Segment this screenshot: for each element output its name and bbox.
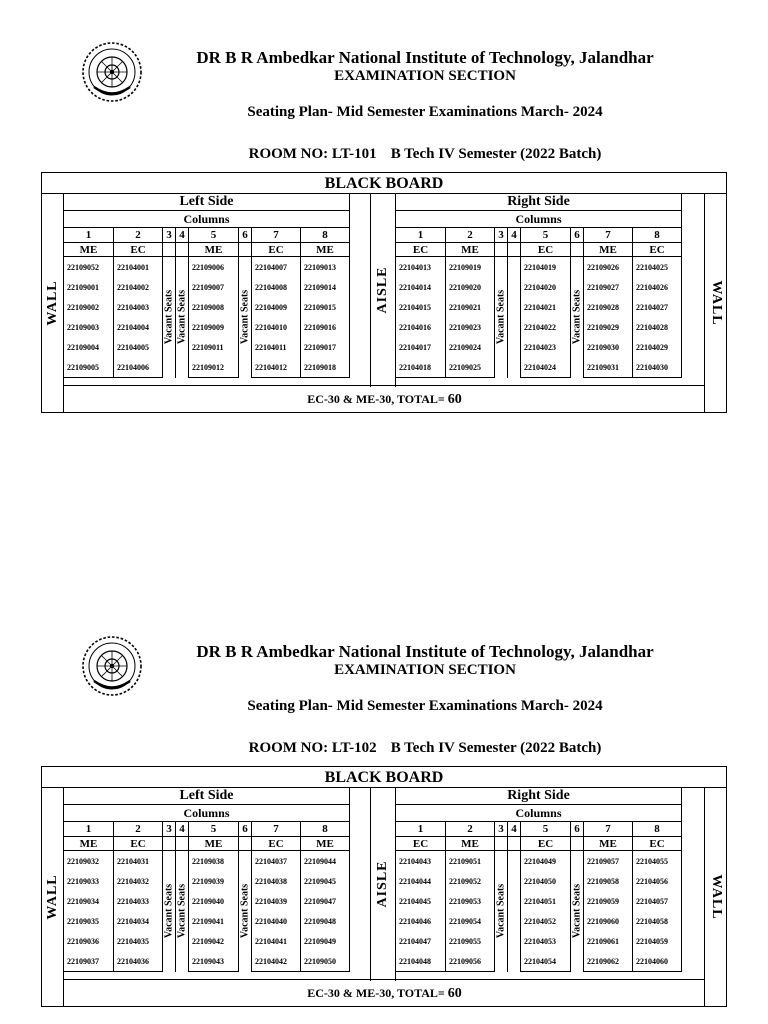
seat-roll-number: 22104045 (396, 891, 446, 911)
seat-row (64, 257, 350, 278)
branch-label: ME (446, 837, 495, 851)
column-number: 8 (633, 822, 682, 837)
seat-roll-number: 22104019 (521, 257, 571, 278)
column-number: 7 (584, 822, 633, 837)
seat-roll-number: 22109009 (189, 317, 239, 337)
branch-label (495, 243, 508, 257)
institute-name: DR B R Ambedkar National Institute of Technology, Jalandhar (196, 48, 654, 67)
seat-roll-number: 22109059 (584, 891, 633, 911)
branch-label: ME (301, 837, 350, 851)
seat-roll-number: 22104052 (521, 911, 571, 931)
branch-label: ME (301, 243, 350, 257)
branch-label: EC (114, 243, 163, 257)
side-header-row (64, 194, 350, 211)
seat-roll-number: 22104017 (396, 337, 446, 357)
seat-roll-number: 22104034 (114, 911, 163, 931)
seat-roll-number: 22104008 (252, 277, 301, 297)
seat-row (396, 911, 682, 931)
column-number: 6 (239, 822, 252, 837)
column-number: 1 (396, 228, 446, 243)
branch-row (64, 837, 350, 851)
branch-label: ME (64, 837, 114, 851)
column-number: 1 (64, 228, 114, 243)
seat-roll-number: 22104006 (114, 357, 163, 378)
column-number-row (396, 228, 682, 243)
seat-roll-number: 22109017 (301, 337, 350, 357)
branch-label (495, 837, 508, 851)
seat-row (396, 871, 682, 891)
seat-row (396, 277, 682, 297)
vacant-seats-label: Vacant Seats (571, 884, 583, 939)
seat-roll-number: 22109016 (301, 317, 350, 337)
seat-row (64, 871, 350, 891)
seat-roll-number: 22109040 (189, 891, 239, 911)
left-side-table (63, 787, 350, 972)
seat-row (64, 317, 350, 337)
seat-row (64, 337, 350, 357)
seat-roll-number: 22109015 (301, 297, 350, 317)
seat-roll-number: 22109029 (584, 317, 633, 337)
seat-row (64, 357, 350, 378)
seat-roll-number: 22109011 (189, 337, 239, 357)
vacant-seats-column (495, 257, 508, 378)
seat-roll-number: 22104028 (633, 317, 682, 337)
seat-roll-number: 22109058 (584, 871, 633, 891)
wall-label: WALL (44, 874, 60, 920)
seat-roll-number: 22104044 (396, 871, 446, 891)
right-side-label: Right Side (396, 194, 682, 211)
wall-label: WALL (708, 874, 724, 920)
seat-roll-number: 22104029 (633, 337, 682, 357)
vacant-seats-column (508, 257, 521, 378)
branch-label: EC (633, 837, 682, 851)
vacant-seats-column (508, 851, 521, 972)
column-number: 7 (252, 228, 301, 243)
seat-roll-number: 22109021 (446, 297, 495, 317)
seat-roll-number: 22109034 (64, 891, 114, 911)
section-title: EXAMINATION SECTION (334, 662, 516, 678)
seat-roll-number: 22104020 (521, 277, 571, 297)
columns-label: Columns (64, 211, 350, 228)
seat-row (64, 297, 350, 317)
seat-roll-number: 22104023 (521, 337, 571, 357)
branch-label: EC (521, 837, 571, 851)
column-number: 3 (163, 822, 176, 837)
seat-roll-number: 22109028 (584, 297, 633, 317)
seat-roll-number: 22109006 (189, 257, 239, 278)
wall-label: WALL (44, 280, 60, 326)
seat-roll-number: 22109038 (189, 851, 239, 872)
branch-label: EC (114, 837, 163, 851)
total-text: EC-30 & ME-30, TOTAL= (307, 392, 445, 406)
seat-roll-number: 22104018 (396, 357, 446, 378)
seat-roll-number: 22109056 (446, 951, 495, 972)
seat-roll-number: 22109060 (584, 911, 633, 931)
seat-roll-number: 22109033 (64, 871, 114, 891)
branch-label: EC (396, 243, 446, 257)
vacant-seats-column (176, 851, 189, 972)
seat-roll-number: 22104053 (521, 931, 571, 951)
column-number-row (396, 822, 682, 837)
branch-label: EC (396, 837, 446, 851)
seat-roll-number: 22104001 (114, 257, 163, 278)
seat-roll-number: 22104056 (633, 871, 682, 891)
seat-row (396, 357, 682, 378)
seat-row (396, 931, 682, 951)
seat-roll-number: 22109003 (64, 317, 114, 337)
seat-roll-number: 22104007 (252, 257, 301, 278)
seat-roll-number: 22109041 (189, 911, 239, 931)
vacant-seats-column (176, 257, 189, 378)
seat-roll-number: 22109027 (584, 277, 633, 297)
seat-roll-number: 22104035 (114, 931, 163, 951)
exam-title: Seating Plan- Mid Semester Examinations March- 2024 (247, 698, 603, 714)
seat-row (64, 931, 350, 951)
total-text: EC-30 & ME-30, TOTAL= (307, 986, 445, 1000)
columns-header-row (64, 211, 350, 228)
seat-roll-number: 22104037 (252, 851, 301, 872)
vacant-seats-column (239, 851, 252, 972)
branch-row (396, 837, 682, 851)
side-header-row (396, 788, 682, 805)
aisle (370, 787, 396, 981)
column-number: 4 (176, 228, 189, 243)
seat-roll-number: 22109045 (301, 871, 350, 891)
seat-roll-number: 22104060 (633, 951, 682, 972)
column-number: 7 (584, 228, 633, 243)
seat-row (396, 257, 682, 278)
vacant-seats-label: Vacant Seats (571, 290, 583, 345)
seat-roll-number: 22109036 (64, 931, 114, 951)
branch-row (64, 243, 350, 257)
seat-roll-number: 22109050 (301, 951, 350, 972)
branch-label: EC (252, 837, 301, 851)
columns-header-row (64, 805, 350, 822)
column-number: 2 (446, 228, 495, 243)
column-number: 4 (508, 228, 521, 243)
seat-roll-number: 22104013 (396, 257, 446, 278)
seat-row (396, 337, 682, 357)
seat-row (396, 851, 682, 872)
columns-header-row (396, 211, 682, 228)
seat-roll-number: 22104030 (633, 357, 682, 378)
seat-roll-number: 22104059 (633, 931, 682, 951)
seat-roll-number: 22104051 (521, 891, 571, 911)
total-summary (64, 979, 705, 1006)
seat-roll-number: 22104005 (114, 337, 163, 357)
seat-roll-number: 22109032 (64, 851, 114, 872)
column-number: 5 (189, 822, 239, 837)
institute-name: DR B R Ambedkar National Institute of Technology, Jalandhar (196, 642, 654, 661)
seat-roll-number: 22109025 (446, 357, 495, 378)
seat-row (64, 277, 350, 297)
seat-roll-number: 22104033 (114, 891, 163, 911)
seat-roll-number: 22104057 (633, 891, 682, 911)
seat-roll-number: 22109039 (189, 871, 239, 891)
vacant-seats-label: Vacant Seats (495, 290, 507, 345)
seat-row (396, 297, 682, 317)
seat-roll-number: 22104032 (114, 871, 163, 891)
seat-row (64, 891, 350, 911)
seat-roll-number: 22104016 (396, 317, 446, 337)
column-number: 6 (239, 228, 252, 243)
seat-row (64, 851, 350, 872)
column-number: 8 (633, 228, 682, 243)
left-side-table (63, 193, 350, 378)
seat-roll-number: 22109042 (189, 931, 239, 951)
seat-roll-number: 22109062 (584, 951, 633, 972)
vacant-seats-column (571, 851, 584, 972)
total-value: 60 (447, 986, 462, 1001)
batch-name: B Tech IV Semester (2022 Batch) (390, 740, 602, 756)
columns-header-row (396, 805, 682, 822)
seat-roll-number: 22109053 (446, 891, 495, 911)
column-number: 6 (571, 228, 584, 243)
column-number: 5 (189, 228, 239, 243)
seat-row (396, 891, 682, 911)
seat-roll-number: 22109030 (584, 337, 633, 357)
seat-row (396, 317, 682, 337)
vacant-seats-column (495, 851, 508, 972)
seat-roll-number: 22104004 (114, 317, 163, 337)
seating-plan (0, 594, 768, 1008)
column-number: 3 (495, 822, 508, 837)
seat-roll-number: 22104039 (252, 891, 301, 911)
seat-roll-number: 22104025 (633, 257, 682, 278)
seat-roll-number: 22104043 (396, 851, 446, 872)
seat-roll-number: 22104049 (521, 851, 571, 872)
seating-grid (41, 172, 727, 413)
branch-label (176, 837, 189, 851)
left-side-label: Left Side (64, 788, 350, 805)
right-side-label: Right Side (396, 788, 682, 805)
seating-plan (0, 0, 768, 414)
vacant-seats-label: Vacant Seats (163, 290, 175, 345)
seat-roll-number: 22104040 (252, 911, 301, 931)
seat-roll-number: 22109013 (301, 257, 350, 278)
column-number: 8 (301, 228, 350, 243)
seat-roll-number: 22104026 (633, 277, 682, 297)
vacant-seats-column (163, 851, 176, 972)
seat-roll-number: 22104038 (252, 871, 301, 891)
branch-label: ME (189, 243, 239, 257)
branch-label: ME (584, 837, 633, 851)
seat-roll-number: 22109051 (446, 851, 495, 872)
seat-roll-number: 22109005 (64, 357, 114, 378)
aisle (370, 193, 396, 387)
seat-roll-number: 22109035 (64, 911, 114, 931)
seat-roll-number: 22109055 (446, 931, 495, 951)
branch-label: EC (633, 243, 682, 257)
column-number: 2 (114, 228, 163, 243)
branch-label: ME (584, 243, 633, 257)
black-board-label: BLACK BOARD (42, 767, 726, 788)
seat-roll-number: 22109020 (446, 277, 495, 297)
seat-roll-number: 22104009 (252, 297, 301, 317)
vacant-seats-label: Vacant Seats (495, 884, 507, 939)
branch-label: EC (521, 243, 571, 257)
branch-label: EC (252, 243, 301, 257)
branch-label (508, 837, 521, 851)
branch-label (571, 243, 584, 257)
seat-roll-number: 22109057 (584, 851, 633, 872)
seat-roll-number: 22104031 (114, 851, 163, 872)
seat-roll-number: 22104022 (521, 317, 571, 337)
side-header-row (64, 788, 350, 805)
column-number: 3 (163, 228, 176, 243)
branch-label: ME (64, 243, 114, 257)
seat-roll-number: 22104041 (252, 931, 301, 951)
seat-roll-number: 22109008 (189, 297, 239, 317)
column-number: 7 (252, 822, 301, 837)
room-number: ROOM NO: LT-102 (248, 740, 377, 756)
total-value: 60 (447, 392, 462, 407)
seat-roll-number: 22104042 (252, 951, 301, 972)
columns-label: Columns (396, 805, 682, 822)
seat-roll-number: 22104055 (633, 851, 682, 872)
vacant-seats-label: Vacant Seats (239, 290, 251, 345)
column-number: 5 (521, 228, 571, 243)
wall-label: WALL (708, 280, 724, 326)
vacant-seats-column (163, 257, 176, 378)
seat-roll-number: 22104011 (252, 337, 301, 357)
column-number-row (64, 822, 350, 837)
seat-roll-number: 22109037 (64, 951, 114, 972)
seat-roll-number: 22109024 (446, 337, 495, 357)
branch-label (239, 243, 252, 257)
branch-label (239, 837, 252, 851)
columns-label: Columns (396, 211, 682, 228)
seat-roll-number: 22109001 (64, 277, 114, 297)
seat-roll-number: 22109048 (301, 911, 350, 931)
seat-roll-number: 22104048 (396, 951, 446, 972)
seat-row (396, 951, 682, 972)
branch-label: ME (189, 837, 239, 851)
seat-roll-number: 22109004 (64, 337, 114, 357)
column-number-row (64, 228, 350, 243)
branch-label (163, 243, 176, 257)
column-number: 4 (508, 822, 521, 837)
seat-roll-number: 22104027 (633, 297, 682, 317)
total-summary (64, 385, 705, 412)
seat-roll-number: 22109054 (446, 911, 495, 931)
seat-roll-number: 22109061 (584, 931, 633, 951)
branch-label (163, 837, 176, 851)
right-wall (704, 787, 726, 1007)
column-number: 4 (176, 822, 189, 837)
column-number: 3 (495, 228, 508, 243)
column-number: 5 (521, 822, 571, 837)
column-number: 8 (301, 822, 350, 837)
left-side-label: Left Side (64, 194, 350, 211)
column-number: 2 (446, 822, 495, 837)
seat-roll-number: 22104036 (114, 951, 163, 972)
vacant-seats-column (571, 257, 584, 378)
seat-roll-number: 22104047 (396, 931, 446, 951)
seat-roll-number: 22104003 (114, 297, 163, 317)
seat-roll-number: 22104014 (396, 277, 446, 297)
column-number: 6 (571, 822, 584, 837)
right-wall (704, 193, 726, 413)
batch-name: B Tech IV Semester (2022 Batch) (390, 146, 602, 162)
seat-roll-number: 22109031 (584, 357, 633, 378)
seat-roll-number: 22109019 (446, 257, 495, 278)
branch-label: ME (446, 243, 495, 257)
room-heading (0, 740, 768, 757)
seat-roll-number: 22109052 (64, 257, 114, 278)
seat-roll-number: 22109049 (301, 931, 350, 951)
column-number: 1 (396, 822, 446, 837)
columns-label: Columns (64, 805, 350, 822)
column-number: 2 (114, 822, 163, 837)
vacant-seats-label: Vacant Seats (176, 884, 188, 939)
vacant-seats-label: Vacant Seats (176, 290, 188, 345)
left-wall (42, 193, 64, 413)
vacant-seats-label: Vacant Seats (239, 884, 251, 939)
exam-title: Seating Plan- Mid Semester Examinations March- 2024 (247, 104, 603, 120)
side-header-row (396, 194, 682, 211)
seat-roll-number: 22109052 (446, 871, 495, 891)
seat-roll-number: 22109014 (301, 277, 350, 297)
vacant-seats-column (239, 257, 252, 378)
seat-roll-number: 22104046 (396, 911, 446, 931)
seat-roll-number: 22109047 (301, 891, 350, 911)
seat-roll-number: 22109018 (301, 357, 350, 378)
room-number: ROOM NO: LT-101 (248, 146, 377, 162)
seat-roll-number: 22109026 (584, 257, 633, 278)
seat-roll-number: 22104010 (252, 317, 301, 337)
branch-label (508, 243, 521, 257)
column-number: 1 (64, 822, 114, 837)
branch-label (571, 837, 584, 851)
seat-roll-number: 22109043 (189, 951, 239, 972)
seat-roll-number: 22104002 (114, 277, 163, 297)
seat-roll-number: 22104058 (633, 911, 682, 931)
seat-roll-number: 22104012 (252, 357, 301, 378)
seat-roll-number: 22104021 (521, 297, 571, 317)
seating-grid (41, 766, 727, 1007)
seat-roll-number: 22104015 (396, 297, 446, 317)
seat-roll-number: 22109023 (446, 317, 495, 337)
seat-roll-number: 22109044 (301, 851, 350, 872)
seat-roll-number: 22104024 (521, 357, 571, 378)
branch-label (176, 243, 189, 257)
seat-roll-number: 22104054 (521, 951, 571, 972)
seat-roll-number: 22109012 (189, 357, 239, 378)
left-wall (42, 787, 64, 1007)
right-side-table (395, 193, 682, 378)
black-board-label: BLACK BOARD (42, 173, 726, 194)
seat-roll-number: 22109007 (189, 277, 239, 297)
aisle-label: AISLE (375, 266, 390, 314)
seat-roll-number: 22104050 (521, 871, 571, 891)
seat-roll-number: 22109002 (64, 297, 114, 317)
aisle-label: AISLE (375, 860, 390, 908)
vacant-seats-label: Vacant Seats (163, 884, 175, 939)
right-side-table (395, 787, 682, 972)
room-heading (0, 146, 768, 163)
seat-row (64, 911, 350, 931)
section-title: EXAMINATION SECTION (334, 68, 516, 84)
seat-row (64, 951, 350, 972)
branch-row (396, 243, 682, 257)
